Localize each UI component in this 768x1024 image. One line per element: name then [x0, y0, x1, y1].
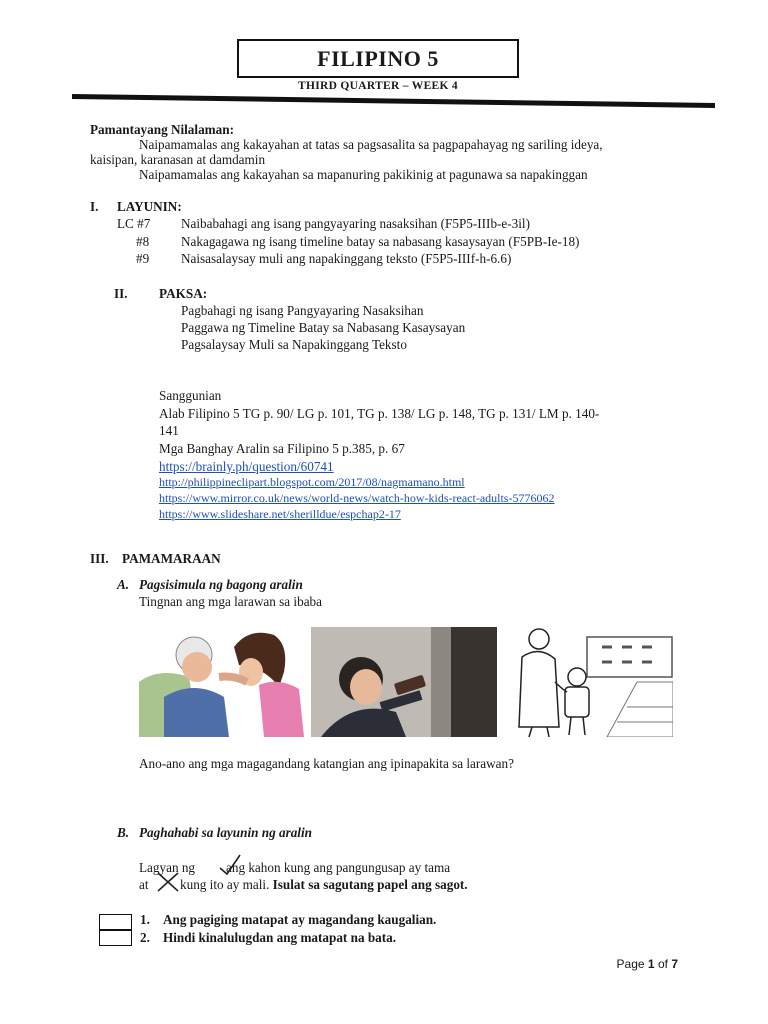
section-a-label: A. — [117, 577, 130, 592]
statement-number-1: 1. — [140, 912, 150, 927]
section-b-title: Paghahabi sa layunin ng aralin — [139, 825, 312, 840]
reference-link-3[interactable]: https://www.mirror.co.uk/news/world-news/watch-how-kids-react-adults-5776062 — [159, 491, 555, 505]
reference-link-4[interactable]: https://www.slideshare.net/sherilldue/espchap2-17 — [159, 507, 401, 521]
sanggunian-ref2: Mga Banghay Aralin sa Filipino 5 p.385, p. 67 — [159, 441, 405, 456]
picture-child-helping-elder — [507, 627, 673, 737]
section-a-instruction: Tingnan ang mga larawan sa ibaba — [139, 594, 322, 609]
paksa-item-2: Paggawa ng Timeline Batay sa Nabasang Kasaysayan — [181, 320, 466, 335]
paksa-number: II. — [114, 286, 128, 301]
reference-link-1[interactable]: https://brainly.ph/question/60741 — [159, 459, 334, 474]
pamantayan-heading: Pamantayang Nilalaman: — [90, 122, 234, 137]
pamamaraan-heading: PAMAMARAAN — [122, 551, 221, 566]
pamantayan-line1b: kaisipan, karanasan at damdamin — [90, 152, 266, 167]
sanggunian-heading: Sanggunian — [159, 388, 222, 403]
picture-nagmamano — [139, 627, 304, 737]
layunin-text-1: Naibabahagi ang isang pangyayaring nasaksihan (F5P5-IIIb-e-3il) — [181, 216, 530, 231]
section-b-line2-post — [180, 877, 468, 893]
x-mark-icon — [156, 871, 180, 893]
pamantayan-line1: Naipamamalas ang kakayahan at tatas sa pagsasalita sa pagpapahayag ng sariling ideya, — [139, 137, 603, 152]
layunin-heading: LAYUNIN: — [117, 199, 182, 214]
paksa-item-3: Pagsalaysay Muli sa Napakinggang Teksto — [181, 337, 407, 352]
header-rule — [0, 0, 768, 120]
section-b-line2-bold: Isulat sa sagutang papel ang sagot. — [272, 877, 468, 892]
statement-text-1: Ang pagiging matapat ay magandang kaugalian. — [163, 912, 437, 927]
pamantayan-line2: Naipamamalas ang kakayahan sa mapanuring pakikinig at pagunawa sa napakinggan — [139, 167, 588, 182]
page-footer — [617, 957, 678, 971]
section-a-title: Pagsisimula ng bagong aralin — [139, 577, 303, 592]
section-b-line2-pre: at — [139, 877, 149, 892]
document-subtitle: THIRD QUARTER – WEEK 4 — [298, 80, 458, 92]
document-title: FILIPINO 5 — [317, 45, 439, 71]
paksa-heading: PAKSA: — [159, 286, 208, 301]
answer-box-2[interactable] — [99, 930, 132, 946]
sanggunian-ref1: Alab Filipino 5 TG p. 90/ LG p. 101, TG p. 138/ LG p. 148, TG p. 131/ LM p. 140- — [159, 406, 600, 421]
layunin-code-2: #8 — [136, 234, 150, 249]
layunin-text-2: Nakagagawa ng isang timeline batay sa nabasang kasaysayan (F5PB-Ie-18) — [181, 234, 580, 249]
of-word: of — [657, 957, 668, 971]
section-b-line2-text: kung ito ay mali. — [180, 877, 270, 892]
page-number: 1 — [647, 957, 655, 971]
reference-link-2[interactable]: http://philippineclipart.blogspot.com/2017/08/nagmamano.html — [159, 475, 465, 489]
section-b-line1-post: ang kahon kung ang pangungusap ay tama — [226, 860, 451, 875]
picture-child-returning-phone — [311, 627, 497, 737]
section-b-label: B. — [117, 825, 130, 840]
answer-box-1[interactable] — [99, 914, 132, 930]
section-b-line1-pre: Lagyan ng — [139, 860, 196, 875]
sanggunian-ref1b: 141 — [159, 423, 179, 438]
pamamaraan-number: III. — [90, 551, 109, 566]
section-a-question: Ano-ano ang mga magagandang katangian ang ipinapakita sa larawan? — [139, 756, 514, 771]
paksa-item-1: Pagbahagi ng isang Pangyayaring Nasaksihan — [181, 303, 424, 318]
layunin-code-3: #9 — [136, 251, 150, 266]
layunin-code-1: LC #7 — [117, 216, 151, 231]
layunin-text-3: Naisasalaysay muli ang napakinggang teksto (F5P5-IIIf-h-6.6) — [181, 251, 512, 266]
page-total: 7 — [671, 957, 678, 971]
layunin-number: I. — [90, 199, 99, 214]
page-word: Page — [616, 957, 645, 971]
statement-number-2: 2. — [140, 930, 150, 945]
statement-text-2: Hindi kinalulugdan ang matapat na bata. — [163, 930, 397, 945]
